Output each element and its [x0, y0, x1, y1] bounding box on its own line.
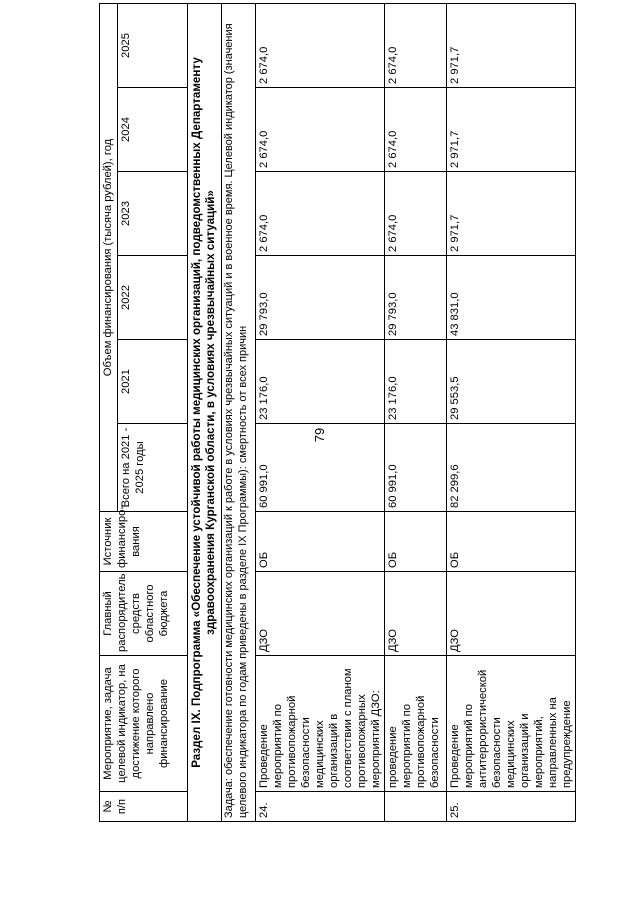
row-2024: 2 971,7 [447, 88, 576, 172]
header-manager: Главный распорядитель средств областного бюджета [100, 572, 188, 656]
row-2023: 2 674,0 [385, 172, 447, 256]
table-row [385, 4, 447, 822]
row-2021: 23 176,0 [256, 340, 385, 424]
row-event: Проведение мероприятий по антитеррористической безопасности медицинских организаций и мероприятий, направленных на предупреждение [447, 656, 576, 792]
row-num [385, 792, 447, 822]
row-source: ОБ [256, 512, 385, 572]
header-year-2022: 2022 [118, 256, 188, 340]
header-year-2025: 2025 [118, 4, 188, 88]
page-number: 79 [312, 427, 327, 443]
header-source: Источник финансиро-вания [100, 512, 188, 572]
row-2023: 2 674,0 [256, 172, 385, 256]
row-manager: ДЗО [447, 572, 576, 656]
row-manager: ДЗО [256, 572, 385, 656]
row-2021: 23 176,0 [385, 340, 447, 424]
task-description: Задача: обеспечение готовности медицинских организаций к работе в условиях чрезвычайных ситуаций и в военное время. Целевой индикатор (значения целевого индикатора по годам приведены в разделе IX Программы): смертность от всех причин [222, 4, 256, 822]
row-event: Проведение мероприятий по противопожарной безопасности медицинских организаций в соответствии с планом противопожарных мероприятий ДЗО: [256, 656, 385, 792]
row-total: 60 991,0 [256, 424, 385, 512]
rotated-page [99, 4, 573, 822]
header-num: № п/п [100, 792, 188, 822]
row-2022: 29 793,0 [256, 256, 385, 340]
row-2025: 2 971,7 [447, 4, 576, 88]
row-source: ОБ [447, 512, 576, 572]
row-2024: 2 674,0 [256, 88, 385, 172]
header-year-2021: 2021 [118, 340, 188, 424]
table-row [447, 4, 576, 822]
row-num: 24. [256, 792, 385, 822]
row-2022: 29 793,0 [385, 256, 447, 340]
row-manager: ДЗО [385, 572, 447, 656]
header-funding: Объем финансирования (тысяча рублей), год [100, 4, 118, 512]
row-total: 82 299,6 [447, 424, 576, 512]
row-2025: 2 674,0 [385, 4, 447, 88]
header-total: Всего на 2021 - 2025 годы [118, 424, 188, 512]
header-year-2024: 2024 [118, 88, 188, 172]
funding-table [99, 3, 576, 822]
section-title: Раздел IX. Подпрограмма «Обеспечение устойчивой работы медицинских организаций, подведомственных Департаменту здравоохранения Курганской области, в условиях чрезвычайных ситуаций» [188, 4, 222, 822]
row-total: 60 991,0 [385, 424, 447, 512]
table-row [256, 4, 385, 822]
row-2023: 2 971,7 [447, 172, 576, 256]
header-event: Мероприятие, задача целевой индикатор, на достижение которого направлено финансирование [100, 656, 188, 792]
row-event: проведение мероприятий по противопожарной безопасности [385, 656, 447, 792]
header-year-2023: 2023 [118, 172, 188, 256]
row-2024: 2 674,0 [385, 88, 447, 172]
row-source: ОБ [385, 512, 447, 572]
row-num: 25. [447, 792, 576, 822]
row-2025: 2 674,0 [256, 4, 385, 88]
row-2021: 29 553,5 [447, 340, 576, 424]
row-2022: 43 831,0 [447, 256, 576, 340]
